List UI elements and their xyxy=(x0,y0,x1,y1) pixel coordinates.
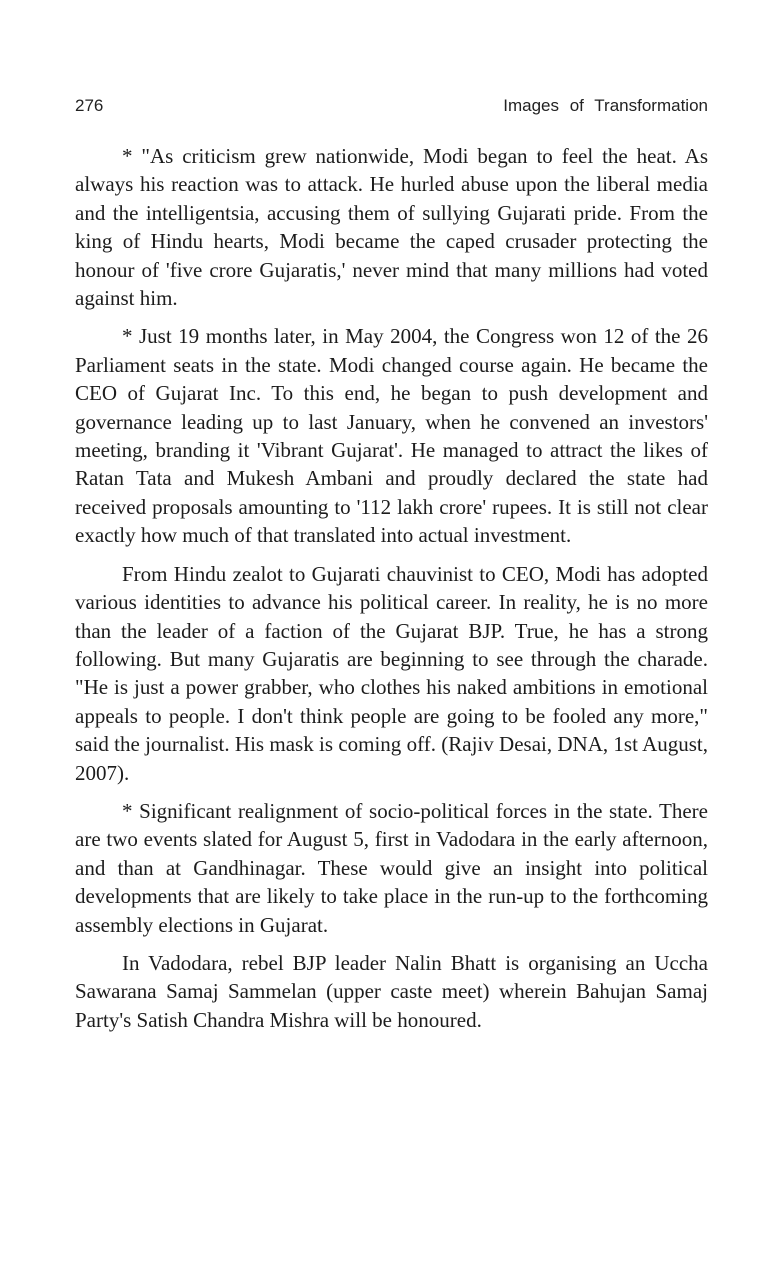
paragraph-vadodara: In Vadodara, rebel BJP leader Nalin Bhatt is organising an Uccha Sawarana Samaj Sammelan (upper caste meet) wherein Bahujan Samaj Party's Satish Chandra Mishra will be honoured. xyxy=(75,950,708,1032)
page-number: 276 xyxy=(75,96,104,115)
page-header xyxy=(75,96,708,122)
paragraph-ceo-gujarat: * Just 19 months later, in May 2004, the Congress won 12 of the 26 Parliament seats in the state. Modi changed course again. He became the CEO of Gujarat Inc. To this end, he began to push development and governance leading up to last January, when he convened an investors' meeting, branding it 'Vibrant Gujarat'. He managed to attract the likes of Ratan Tata and Mukesh Ambani and proudly declared the state had received proposals amounting to '112 lakh crore' rupees. It is still not clear exactly how much of that translated into actual investment. xyxy=(75,324,708,548)
paragraph-criticism: * "As criticism grew nationwide, Modi began to feel the heat. As always his reaction was to attack. He hurled abuse upon the liberal media and the intelligentsia, accusing them of sullying Gujarati pride. From the king of Hindu hearts, Modi became the caped crusader protecting the honour of 'five crore Gujaratis,' never mind that many millions had voted against him. xyxy=(75,144,708,311)
running-title: Images of Transformation xyxy=(503,96,708,115)
paragraph-realignment: * Significant realignment of socio-political forces in the state. There are two events slated for August 5, first in Vadodara in the early afternoon, and than at Gandhinagar. These would give an insight into political developments that are likely to take place in the run-up to the forthcoming assembly elections in Gujarat. xyxy=(75,798,708,937)
body-text xyxy=(75,142,708,1044)
paragraph-identities: From Hindu zealot to Gujarati chauvinist to CEO, Modi has adopted various identities to advance his political career. In reality, he is no more than the leader of a faction of the Gujarat BJP. True, he has a strong following. But many Gujaratis are beginning to see through the charade. "He is just a power grabber, who clothes his naked ambitions in emotional appeals to people. I don't think people are going to be fooled any more," said the journalist. His mask is coming off. (Rajiv Desai, DNA, 1st August, 2007). xyxy=(75,561,708,785)
